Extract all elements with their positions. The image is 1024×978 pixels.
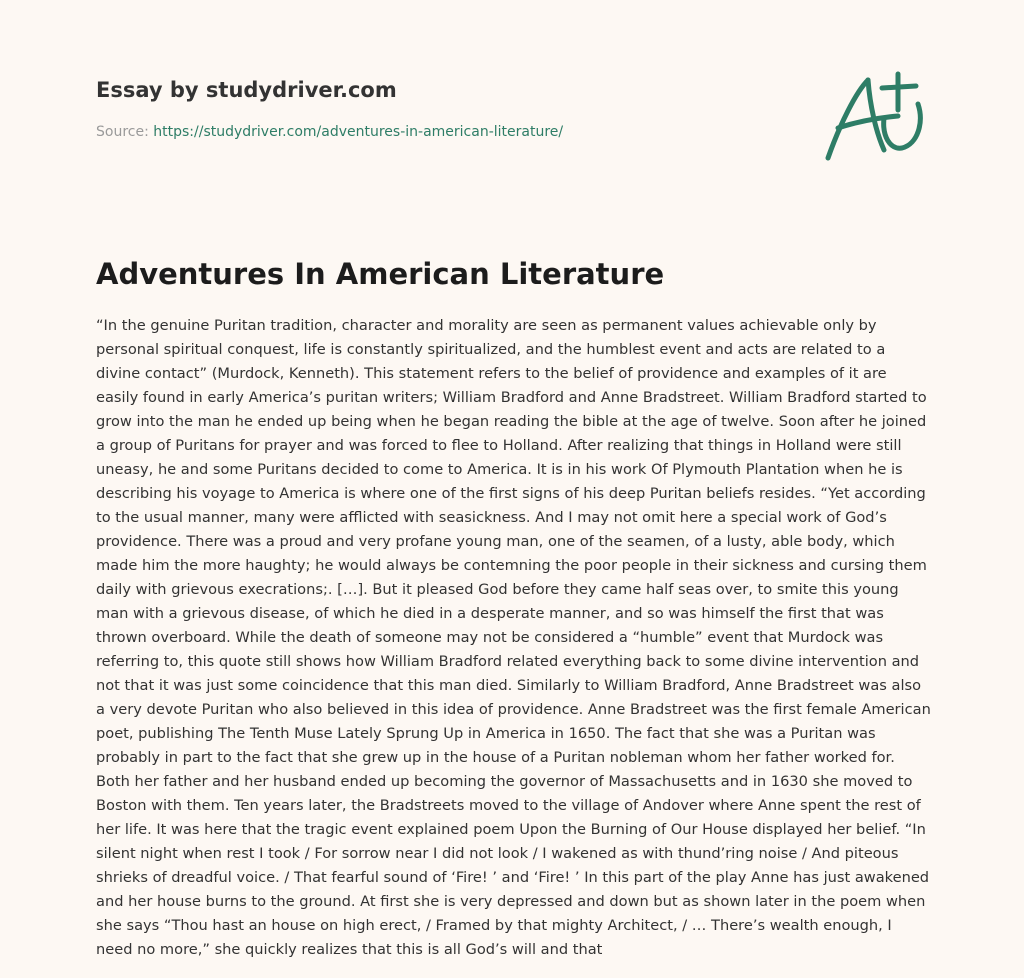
essay-title: Adventures In American Literature [96,257,665,291]
source-label: Source: [96,124,154,140]
source-line [96,122,796,142]
a-plus-grade-icon [818,66,930,166]
brand-title: Essay by studydriver.com [96,78,397,102]
essay-body: “In the genuine Puritan tradition, character and morality are seen as permanent values achievable only by personal spiritual conquest, life is constantly spiritualized, and the humblest event and acts are related to a divine contact” (Murdock, Kenneth). This statement refers to the belief of providence and examples of it are easily found in early America’s puritan writers; William Bradford and Anne Bradstreet. William Bradford started to grow into the man he ended up being when he began reading the bible at the age of twelve. Soon after he joined a group of Puritans for prayer and was forced to flee to Holland. After realizing that things in Holland were still uneasy, he and some Puritans decided to come to America. It is in his work Of Plymouth Plantation when he is describing his voyage to America is where one of the first signs of his deep Puritan beliefs resides. “Yet according to the usual manner, many were afflicted with seasickness. And I may not omit here a special work of God’s providence. There was a proud and very profane young man, one of the seamen, of a lusty, able body, which made him the more haughty; he would always be contemning the poor people in their sickness and cursing them daily with grievous execrations;. […]. But it pleased God before they came half seas over, to smite this young man with a grievous disease, of which he died in a desperate manner, and so was himself the first that was thrown overboard. While the death of someone may not be considered a “humble” event that Murdock was referring to, this quote still shows how William Bradford related everything back to some divine intervention and not that it was just some coincidence that this man died. Similarly to William Bradford, Anne Bradstreet was also a very devote Puritan who also believed in this idea of providence. Anne Bradstreet was the first female American poet, publishing The Tenth Muse Lately Sprung Up in America in 1650. The fact that she was a Puritan was probably in part to the fact that she grew up in the house of a Puritan nobleman whom her father worked for. Both her father and her husband ended up becoming the governor of Massachusetts and in 1630 she moved to Boston with them. Ten years later, the Bradstreets moved to the village of Andover where Anne spent the rest of her life. It was here that the tragic event explained poem Upon the Burning of Our House displayed her belief. “In silent night when rest I took / For sorrow near I did not look / I wakened as with thund’ring noise / And piteous shrieks of dreadful voice. / That fearful sound of ‘Fire! ’ and ‘Fire! ’ In this part of the play Anne has just awakened and her house burns to the ground. At first she is very depressed and down but as shown later in the poem when she says “Thou hast an house on high erect, / Framed by that mighty Architect, / … There’s wealth enough, I need no more,” she quickly realizes that this is all God’s will and that [96,317,931,958]
page-header [96,74,796,142]
source-link[interactable]: https://studydriver.com/adventures-in-american-literature/ [153,124,564,140]
